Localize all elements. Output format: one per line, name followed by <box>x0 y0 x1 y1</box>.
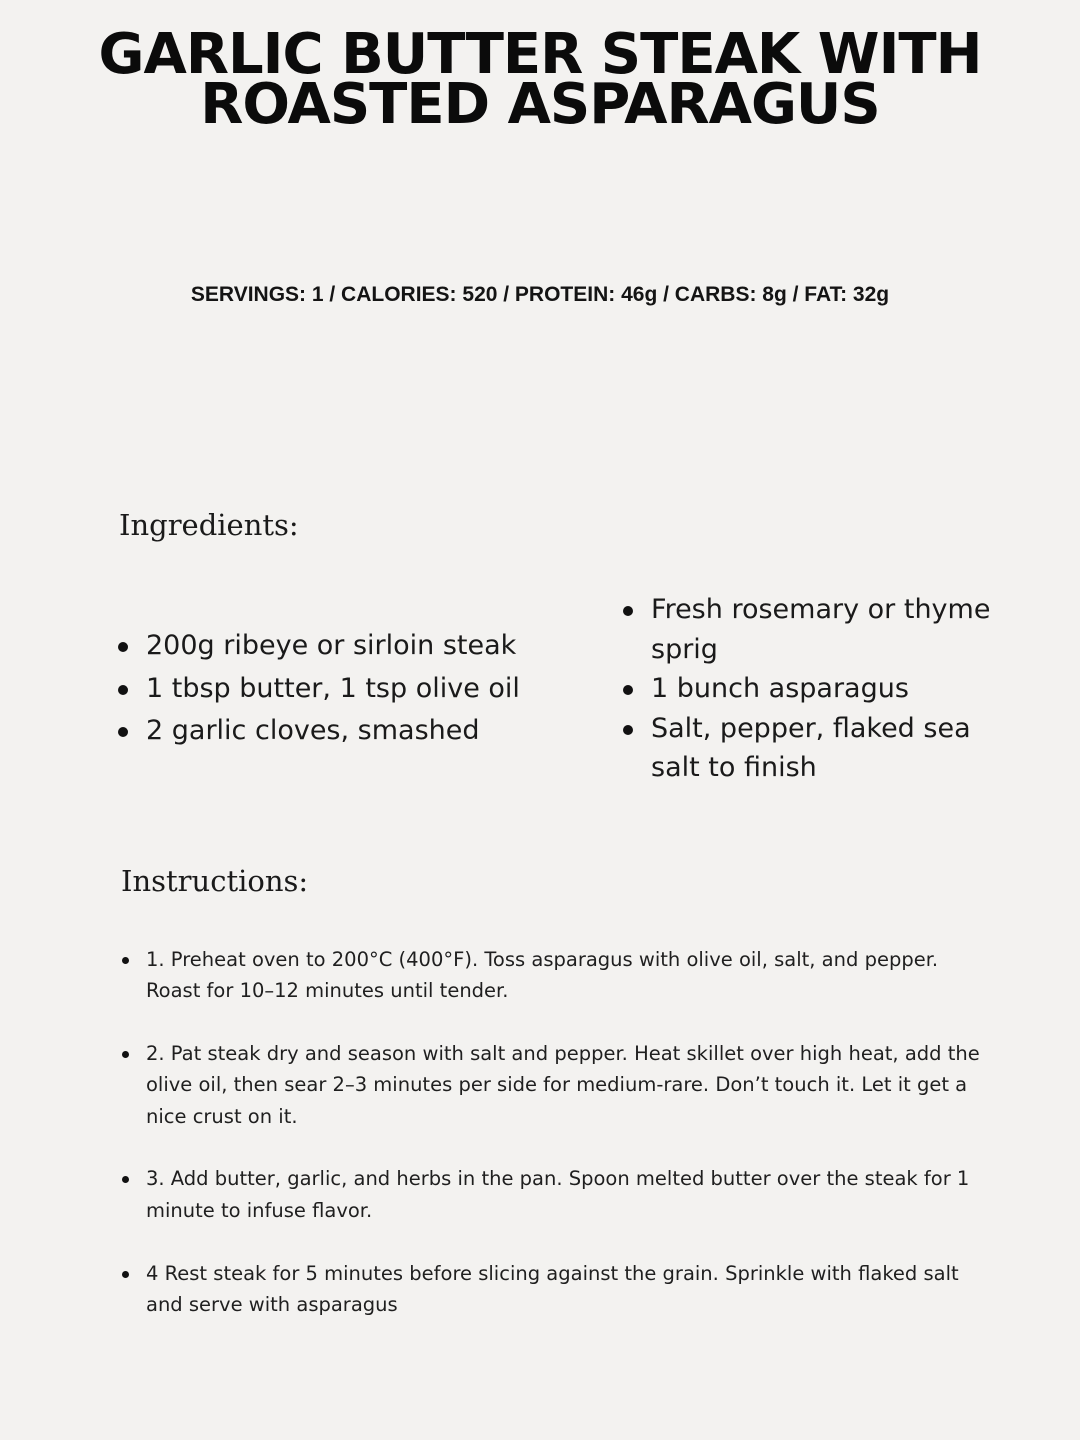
recipe-title <box>0 22 1080 137</box>
instruction-step: 2. Pat steak dry and season with salt and pepper. Heat skillet over high heat, add the olive oil, then sear 2–3 minutes per side for medium-rare. Don’t touch it. Let it get a nice crust on it. <box>122 1038 982 1132</box>
recipe-title-line-1: GARLIC BUTTER STEAK WITH <box>98 22 982 87</box>
instruction-step: 3. Add butter, garlic, and herbs in the pan. Spoon melted butter over the steak for 1 minute to infuse flavor. <box>122 1163 982 1226</box>
ingredients-heading: Ingredients: <box>119 508 299 542</box>
ingredients-list-right <box>623 590 1003 788</box>
ingredients-list-left <box>118 625 538 753</box>
instruction-step: 4 Rest steak for 5 minutes before slicing against the grain. Sprinkle with flaked salt and serve with asparagus <box>122 1258 982 1321</box>
ingredient-item: Fresh rosemary or thyme sprig <box>623 590 1003 669</box>
ingredient-item: 200g ribeye or sirloin steak <box>118 625 538 668</box>
instruction-step: 1. Preheat oven to 200°C (400°F). Toss asparagus with olive oil, salt, and pepper. Roast for 10–12 minutes until tender. <box>122 944 982 1007</box>
ingredient-item: Salt, pepper, flaked sea salt to finish <box>623 709 1003 788</box>
instructions-heading: Instructions: <box>121 864 309 898</box>
recipe-title-line-2: ROASTED ASPARAGUS <box>200 72 880 137</box>
ingredient-item: 1 tbsp butter, 1 tsp olive oil <box>118 668 538 711</box>
nutrition-summary: SERVINGS: 1 / CALORIES: 520 / PROTEIN: 46g / CARBS: 8g / FAT: 32g <box>190 283 890 306</box>
ingredient-item: 2 garlic cloves, smashed <box>118 710 538 753</box>
instructions-list <box>122 944 982 1352</box>
ingredient-item: 1 bunch asparagus <box>623 669 1003 709</box>
